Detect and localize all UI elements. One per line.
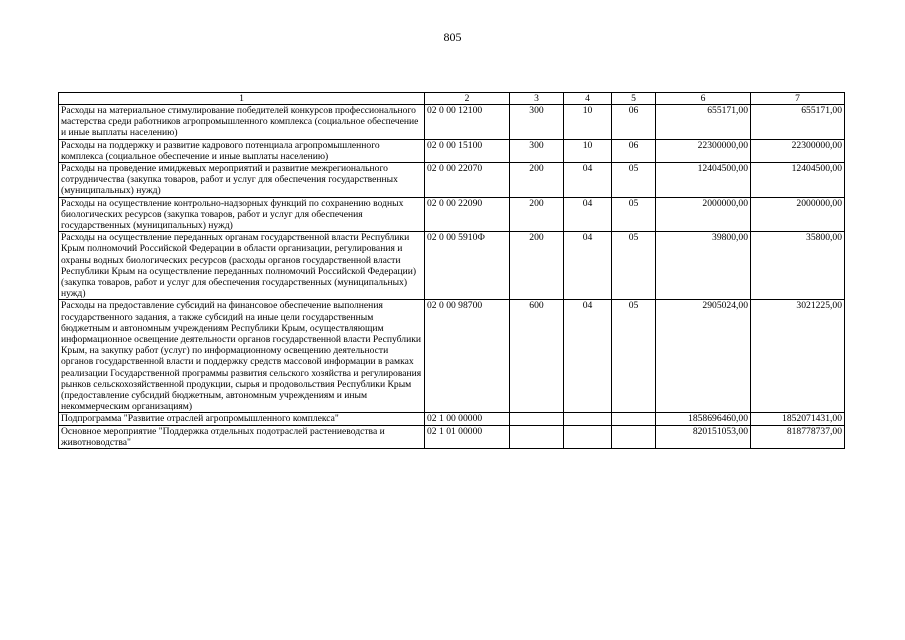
row-sum-1: 39800,00 (656, 232, 751, 300)
row-vr (510, 425, 564, 448)
row-sum-2: 3021225,00 (751, 300, 845, 413)
row-name: Расходы на осуществление контрольно-надзорных функций по сохранению водных биологических ресурсов (закупка товаров, работ и услуг для обеспечения государственных (муниципальных) нужд) (59, 197, 425, 232)
column-header: 3 (510, 93, 564, 105)
row-code: 02 0 00 98700 (425, 300, 510, 413)
row-name: Расходы на материальное стимулирование победителей конкурсов профессионального мастерства среди работников агропромышленного комплекса (социальное обеспечение и иные выплаты населению) (59, 105, 425, 140)
row-pr: 05 (612, 300, 656, 413)
table-row (59, 425, 845, 448)
row-code: 02 1 01 00000 (425, 425, 510, 448)
row-sum-2: 818778737,00 (751, 425, 845, 448)
row-sum-2: 12404500,00 (751, 163, 845, 198)
row-vr: 300 (510, 105, 564, 140)
column-header: 6 (656, 93, 751, 105)
column-header: 2 (425, 93, 510, 105)
page-number: 805 (443, 30, 462, 44)
row-vr: 300 (510, 139, 564, 162)
table-row (59, 163, 845, 198)
row-sum-1: 2000000,00 (656, 197, 751, 232)
row-rz (564, 425, 612, 448)
header-row (59, 93, 845, 105)
row-code: 02 0 00 22070 (425, 163, 510, 198)
row-pr: 05 (612, 232, 656, 300)
table-row (59, 197, 845, 232)
row-sum-1: 2905024,00 (656, 300, 751, 413)
row-rz: 10 (564, 139, 612, 162)
row-pr (612, 413, 656, 425)
row-code: 02 0 00 22090 (425, 197, 510, 232)
row-pr: 05 (612, 197, 656, 232)
column-header: 7 (751, 93, 845, 105)
table-row (59, 232, 845, 300)
row-name: Основное мероприятие "Поддержка отдельных подотраслей растениеводства и животноводства" (59, 425, 425, 448)
row-code: 02 1 00 00000 (425, 413, 510, 425)
table-row (59, 105, 845, 140)
table-row (59, 300, 845, 413)
row-sum-1: 12404500,00 (656, 163, 751, 198)
table-row (59, 139, 845, 162)
row-code: 02 0 00 12100 (425, 105, 510, 140)
row-sum-1: 820151053,00 (656, 425, 751, 448)
row-sum-1: 1858696460,00 (656, 413, 751, 425)
table-row (59, 413, 845, 425)
column-header: 4 (564, 93, 612, 105)
row-rz: 04 (564, 300, 612, 413)
row-pr: 06 (612, 139, 656, 162)
row-vr: 600 (510, 300, 564, 413)
row-vr: 200 (510, 163, 564, 198)
row-name: Расходы на предоставление субсидий на финансовое обеспечение выполнения государственного задания, а также субсидий на иные цели государственным бюджетным и автономным учреждениям Республики Крым, осуществляющим информационное освещение деятельности органов государственной власти Республики Крым, на закупку работ (услуг) по информационному освещению деятельности органов государственной власти и поддержку средств массовой информации в рамках реализации Государственной программы развития сельского хозяйства и регулирования рынков сельскохозяйственной продукции, сырья и продовольствия Республики Крым (предоставление субсидий бюджетным, автономным учреждениям и иным некоммерческим организациям) (59, 300, 425, 413)
row-name: Подпрограмма "Развитие отраслей агропромышленного комплекса" (59, 413, 425, 425)
row-rz: 04 (564, 197, 612, 232)
row-sum-2: 35800,00 (751, 232, 845, 300)
row-pr (612, 425, 656, 448)
row-sum-1: 655171,00 (656, 105, 751, 140)
row-sum-2: 2000000,00 (751, 197, 845, 232)
row-sum-1: 22300000,00 (656, 139, 751, 162)
row-sum-2: 22300000,00 (751, 139, 845, 162)
budget-table (58, 92, 845, 449)
row-rz (564, 413, 612, 425)
row-vr (510, 413, 564, 425)
row-name: Расходы на проведение имиджевых мероприятий и развитие межрегионального сотрудничества (закупка товаров, работ и услуг для обеспечения государственных (муниципальных) нужд) (59, 163, 425, 198)
row-code: 02 0 00 15100 (425, 139, 510, 162)
row-sum-2: 655171,00 (751, 105, 845, 140)
row-name: Расходы на осуществление переданных органам государственной власти Республики Крым полномочий Российской Федерации в области организации, регулирования и охраны водных биологических ресурсов (расходы органов государственной власти Республики Крым на осуществление переданных полномочий Российской Федерации) (закупка товаров, работ и услуг для обеспечения государственных (муниципальных) нужд) (59, 232, 425, 300)
column-header: 1 (59, 93, 425, 105)
column-header: 5 (612, 93, 656, 105)
row-vr: 200 (510, 232, 564, 300)
row-rz: 10 (564, 105, 612, 140)
row-rz: 04 (564, 163, 612, 198)
row-pr: 05 (612, 163, 656, 198)
row-sum-2: 1852071431,00 (751, 413, 845, 425)
row-pr: 06 (612, 105, 656, 140)
row-name: Расходы на поддержку и развитие кадрового потенциала агропромышленного комплекса (социальное обеспечение и иные выплаты населению) (59, 139, 425, 162)
row-vr: 200 (510, 197, 564, 232)
row-rz: 04 (564, 232, 612, 300)
row-code: 02 0 00 5910Ф (425, 232, 510, 300)
